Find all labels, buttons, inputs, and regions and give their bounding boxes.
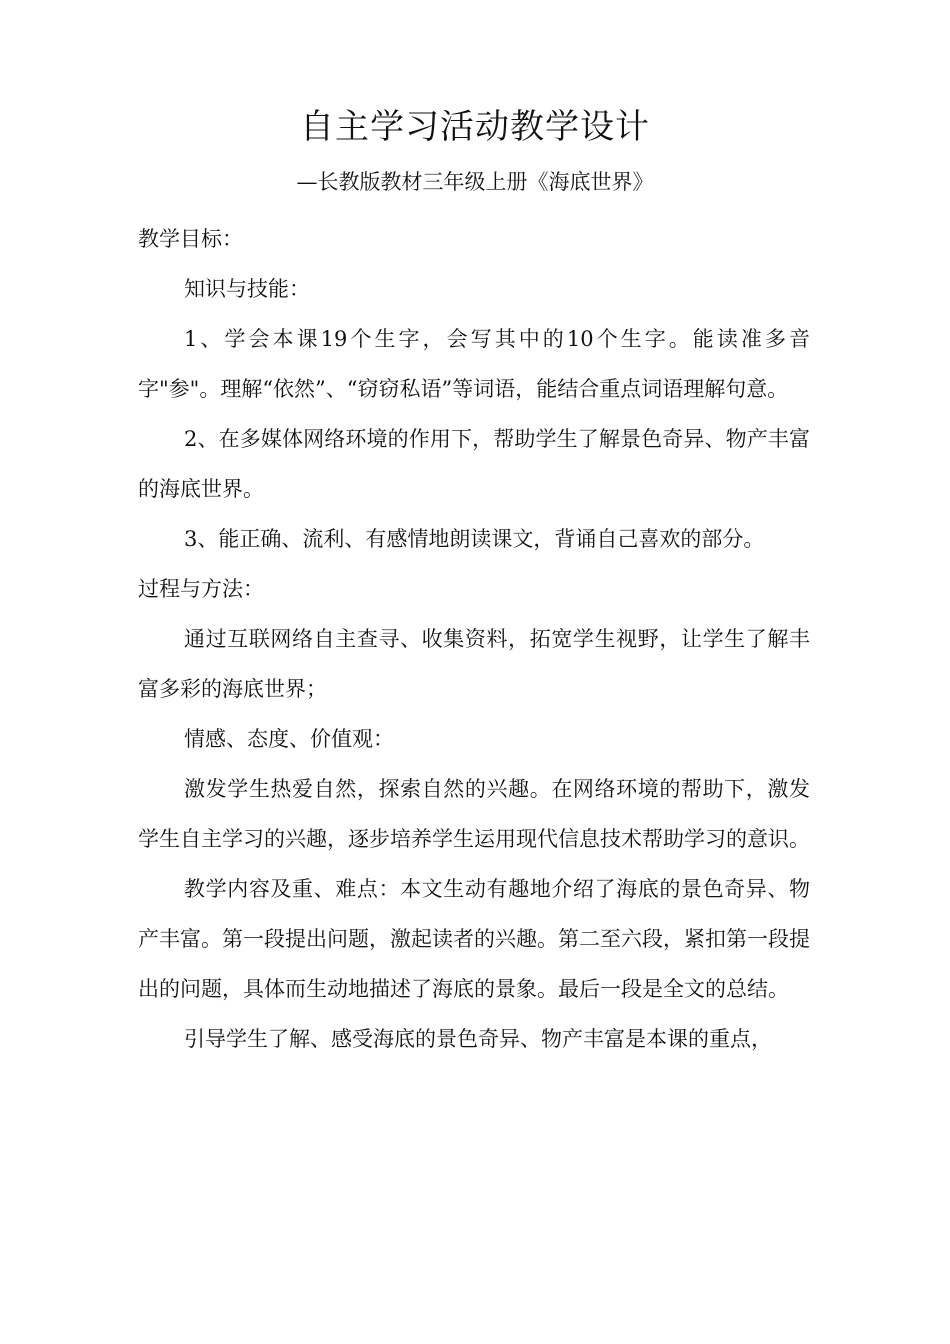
paragraph-process-method: 通过互联网络自主查寻、收集资料，拓宽学生视野，让学生了解丰富多彩的海底世界；: [138, 627, 810, 701]
paragraph-process-method-heading: 过程与方法：: [138, 577, 264, 601]
document-title: 自主学习活动教学设计: [300, 107, 650, 147]
document-body: [138, 214, 810, 1064]
paragraph-goal-2: 2、在多媒体网络环境的作用下，帮助学生了解景色奇异、物产丰富的海底世界。: [138, 427, 810, 501]
paragraph-content-key-points: 教学内容及重、难点：本文生动有趣地介绍了海底的景色奇异、物产丰富。第一段提出问题，激起读者的兴趣。第二至六段，紧扣第一段提出的问题，具体而生动地描述了海底的景象。最后一段是全文的总结。: [138, 877, 810, 1001]
paragraph-emotion-heading: 情感、态度、价值观：: [184, 727, 394, 751]
paragraph-teaching-goals-heading: 教学目标：: [138, 227, 243, 251]
paragraph-goal-1: 1、学会本课19个生字，会写其中的10个生字。能读准多音字"参"。理解“依然”、“窃窃私语”等词语，能结合重点词语理解句意。: [138, 327, 810, 401]
paragraph-goal-3: 3、能正确、流利、有感情地朗读课文，背诵自己喜欢的部分。: [184, 527, 765, 551]
document-subtitle: —长教版教材三年级上册《海底世界》: [296, 170, 654, 194]
paragraph-focus: 引导学生了解、感受海底的景色奇异、物产丰富是本课的重点，: [184, 1027, 772, 1051]
paragraph-knowledge-skills-heading: 知识与技能：: [184, 277, 310, 301]
paragraph-emotion: 激发学生热爱自然，探索自然的兴趣。在网络环境的帮助下，激发学生自主学习的兴趣，逐步培养学生运用现代信息技术帮助学习的意识。: [138, 777, 810, 851]
